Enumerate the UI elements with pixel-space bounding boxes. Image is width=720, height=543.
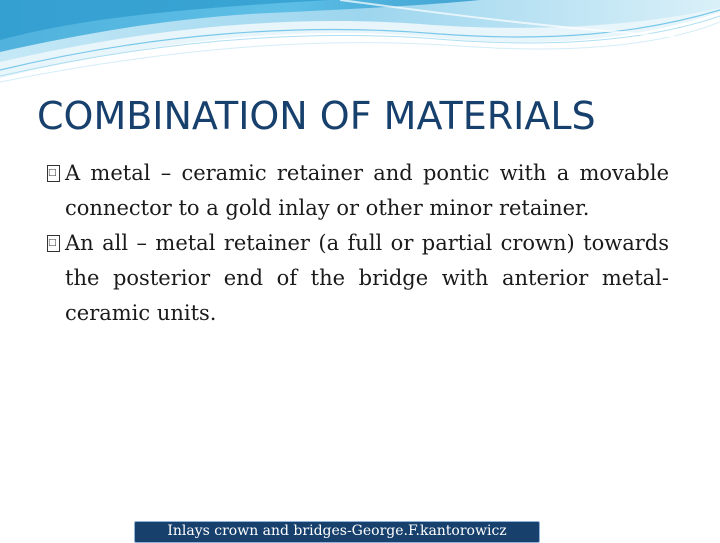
bullet-text-1: A metal – ceramic retainer and pontic with a movable connector to a gold inlay or other minor retainer. [65, 161, 669, 220]
bullet-item-2 [47, 226, 669, 331]
bullet-item-1 [47, 156, 669, 226]
header-wave-decoration [0, 0, 720, 95]
slide-title: COMBINATION OF MATERIALS [37, 94, 596, 138]
footer-citation: Inlays crown and bridges-George.F.kantorowicz [134, 521, 540, 543]
bullet-list [47, 156, 669, 331]
bullet-text-2: An all – metal retainer (a full or partial crown) towards the posterior end of the bridge with anterior metal-ceramic units. [65, 231, 669, 325]
square-bullet-icon: □ [47, 235, 60, 252]
square-bullet-icon: □ [47, 165, 60, 182]
